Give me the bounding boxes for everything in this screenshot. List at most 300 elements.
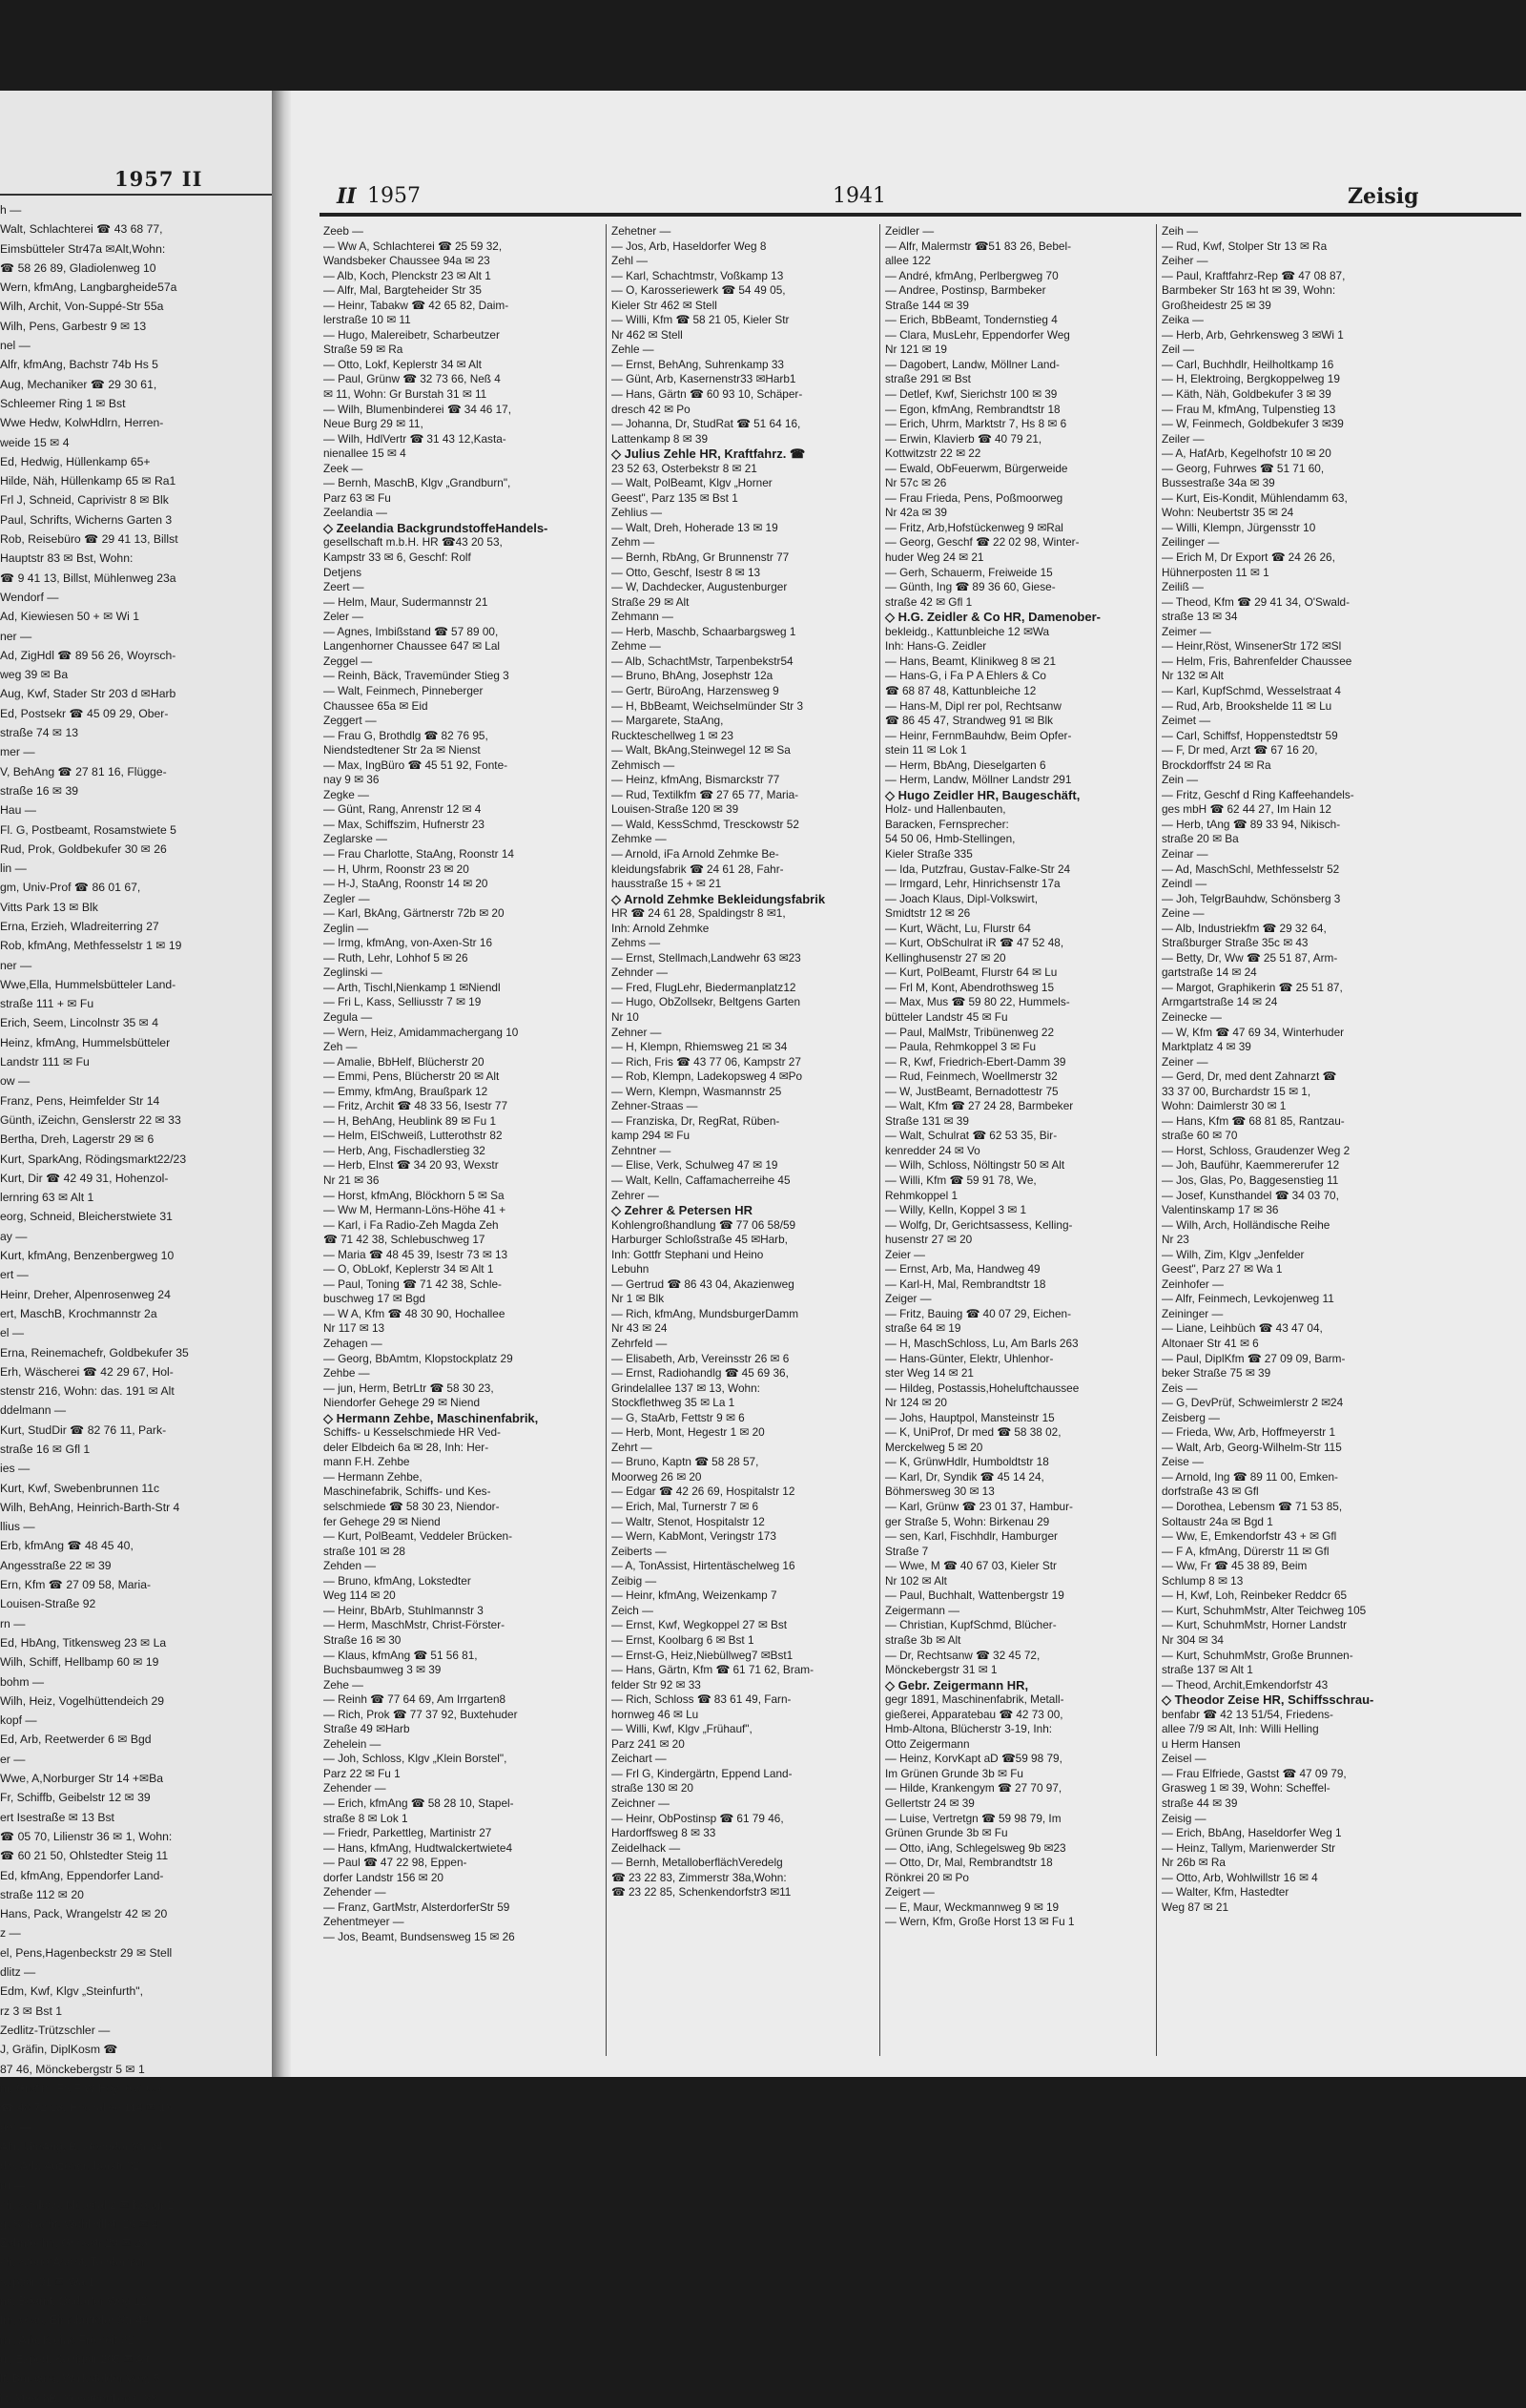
directory-line: — Heinr, ObPostinsp ☎ 61 79 46,	[611, 1811, 784, 1825]
directory-line: lernring 63 ✉ Alt 1	[0, 1191, 94, 1205]
directory-line: Hardorffsweg 8 ✉ 33	[611, 1826, 716, 1840]
directory-line: — H, Kwf, Loh, Reinbeker Reddcr 65	[1162, 1588, 1348, 1603]
directory-line: Ed, Hedwig, Hüllenkamp 65+	[0, 454, 151, 468]
surname-heading: Zehl —	[611, 254, 649, 268]
directory-line: — E, Maur, Weckmannweg 9 ✉ 19	[885, 1899, 1060, 1914]
directory-line: ger Straße 5, Wohn: Birkenau 29	[885, 1514, 1050, 1528]
directory-line: — Frl M, Kont, Abendrothsweg 15	[885, 980, 1055, 994]
directory-line: — Willi, Kfm ☎ 58 21 05, Kieler Str	[611, 313, 790, 327]
directory-line: — Karl, Schachtmstr, Voßkamp 13	[611, 268, 784, 282]
directory-line: Nr 102 ✉ Alt	[885, 1573, 947, 1588]
directory-line: — Hans-M, Dipl rer pol, Rechtsanw	[885, 698, 1062, 713]
directory-line: — Kurt, SchuhmMstr, Alter Teichweg 105	[1162, 1603, 1367, 1617]
directory-line: Schleemer Ring 1 ✉ Bst	[0, 396, 126, 410]
directory-line: Marktplatz 4 ✉ 39	[1162, 1040, 1251, 1054]
directory-line: buschweg 17 ✉ Bgd	[323, 1292, 425, 1306]
directory-line: — Fritz, Arb,Hofstückenweg 9 ✉Ral	[885, 520, 1063, 534]
directory-line: ✉ 11, Wohn: Gr Burstah 31 ✉ 11	[323, 387, 487, 402]
directory-line: — W, Kfm ☎ 47 69 34, Winterhuder	[1162, 1025, 1345, 1039]
right-page	[291, 91, 1526, 2077]
directory-line: hausstraße 15 + ✉ 21	[611, 877, 722, 891]
directory-line: — Herb, Ang, Fischadlerstieg 32	[323, 1143, 485, 1157]
directory-line: nay 9 ✉ 36	[323, 773, 380, 787]
directory-line: Ern, Kfm ☎ 27 09 58, Maria-	[0, 1578, 152, 1592]
directory-line: — Wern, Klempn, Wasmannstr 25	[611, 1084, 782, 1098]
directory-line: — Karl, KupfSchmd, Wesselstraat 4	[1162, 683, 1341, 697]
directory-line: — Bruno, kfmAng, Lokstedter	[323, 1573, 471, 1588]
directory-line: — Ernst, Stellmach,Landwehr 63 ✉23	[611, 950, 801, 965]
directory-line: — Wern, KabMont, Veringstr 173	[611, 1529, 776, 1544]
directory-line: Wern, kfmAng, Langbargheide57a	[0, 280, 177, 295]
directory-line: Im, Glas, Eimsbütteler Str 44	[0, 2314, 149, 2328]
directory-line: — Hilde, Krankengym ☎ 27 70 97,	[885, 1781, 1062, 1796]
directory-line: — Rud, Textilkfm ☎ 27 65 77, Maria-	[611, 787, 799, 801]
directory-line: Buchsbaumweg 3 ✉ 39	[323, 1663, 442, 1677]
directory-line: — Dorothea, Lebensm ☎ 71 53 85,	[1162, 1500, 1343, 1514]
directory-line: — G, StaArb, Fettstr 9 ✉ 6	[611, 1410, 745, 1424]
directory-line: — Bruno, BhAng, Josephstr 12a	[611, 669, 773, 683]
directory-line: — Theod, Archit,Emkendorfstr 43	[1162, 1677, 1329, 1692]
directory-line: Harburger Schloßstraße 45 ✉Harb,	[611, 1233, 788, 1247]
directory-line: Otto Zeigermann	[885, 1736, 970, 1751]
directory-line: Maschinefabrik, Schiffs- und Kes-	[323, 1484, 491, 1499]
directory-line: — Ernst, Kwf, Wegkoppel 27 ✉ Bst	[611, 1618, 788, 1632]
directory-line: Grasweg 1 ✉ 39, Wohn: Scheffel-	[1162, 1781, 1330, 1796]
surname-heading: Zeggert —	[323, 714, 377, 728]
directory-line: Nr 121 ✉ 19	[885, 343, 947, 357]
directory-line: el, Pens,Hagenbeckstr 29 ✉ Stell	[0, 1945, 173, 1960]
directory-line: — Margot, Graphikerin ☎ 25 51 87,	[1162, 980, 1343, 994]
directory-line: — Paul ☎ 47 22 98, Eppen-	[323, 1856, 467, 1870]
directory-line: — Frau Charlotte, StaAng, Roonstr 14	[323, 846, 514, 861]
directory-line: lf, Büroang, Wulksfelder Weg 5	[0, 2372, 160, 2386]
directory-line: straße 16 ✉ 39	[0, 783, 79, 798]
directory-line: — Arnold, iFa Arnold Zehmke Be-	[611, 846, 779, 861]
directory-line: — Heinr, BbArb, Stuhlmannstr 3	[323, 1603, 484, 1617]
directory-line: Rehmkoppel 1	[885, 1188, 959, 1202]
directory-line: — Rud, Kwf, Stolper Str 13 ✉ Ra	[1162, 239, 1328, 253]
book-gutter	[272, 91, 293, 2077]
directory-line: Wilh, Heiz, Vogelhüttendeich 29	[0, 1693, 165, 1708]
directory-line: — Max, Schiffszim, Hufnerstr 23	[323, 817, 485, 831]
directory-line: — Heinz, KorvKapt aD ☎59 98 79,	[885, 1752, 1062, 1766]
directory-line: — Luise, Vertretgn ☎ 59 98 79, Im	[885, 1811, 1062, 1825]
directory-line: Erb, kfmAng ☎ 48 45 40,	[0, 1539, 134, 1553]
directory-line: Gellertstr 24 ✉ 39	[885, 1796, 975, 1810]
directory-line: nienallee 15 ✉ 4	[323, 446, 406, 461]
directory-line: ☎ 58 26 89, Gladiolenweg 10	[0, 260, 156, 275]
surname-heading: Zegler —	[323, 891, 370, 905]
directory-line: — Rud, Arb, Brookshelde 11 ✉ Lu	[1162, 698, 1332, 713]
directory-line: Fr, Schiffb, Geibelstr 12 ✉ 39	[0, 1791, 151, 1805]
directory-line: weg 39 ✉ Ba	[0, 668, 69, 682]
surname-heading: z —	[0, 1926, 21, 1941]
directory-line: Ruckteschellweg 1 ✉ 23	[611, 728, 733, 742]
directory-line: — Horst, kfmAng, Blöckhorn 5 ✉ Sa	[323, 1188, 505, 1202]
directory-line: — Kurt, SchuhmMstr, Horner Landstr	[1162, 1618, 1348, 1632]
directory-line: — Rich, Fris ☎ 43 77 06, Kampstr 27	[611, 1054, 801, 1069]
directory-line: Heinz, kfmAng, Hummelsbütteler	[0, 1035, 171, 1049]
surname-heading: Zeich —	[611, 1603, 653, 1617]
running-header	[291, 184, 1526, 213]
directory-line: — Otto, Dr, Mal, Rembrandtstr 18	[885, 1856, 1053, 1870]
directory-line: — Edgar ☎ 42 26 69, Hospitalstr 12	[611, 1484, 795, 1499]
directory-line: — Irmgard, Lehr, Hinrichsenstr 17a	[885, 877, 1061, 891]
directory-line: ☎ 60 21 50, Ohlstedter Steig 11	[0, 1849, 169, 1863]
section-label: II	[337, 184, 357, 209]
directory-line: Günth, iZeichn, Genslerstr 22 ✉ 33	[0, 1112, 181, 1127]
directory-line: — Emmi, Pens, Blücherstr 20 ✉ Alt	[323, 1069, 500, 1084]
surname-heading: Zeichart —	[611, 1752, 667, 1766]
directory-line: ert Isestraße ✉ 13 Bst	[0, 1810, 114, 1824]
directory-line: — Walt, Arb, Georg-Wilhelm-Str 115	[1162, 1440, 1342, 1454]
directory-line: — Erich, BbBeamt, Tondernstieg 4	[885, 313, 1058, 327]
directory-line: — Walt, Feinmech, Pinneberger	[323, 683, 484, 697]
directory-line: straße 16 ✉ Gfl 1	[0, 1443, 91, 1456]
directory-line: — W, Feinmech, Goldbekufer 3 ✉39	[1162, 417, 1344, 431]
directory-line: — Karl, Dr, Syndik ☎ 45 14 24,	[885, 1469, 1044, 1484]
directory-line: ☎ 71 42 38, Schlebuschweg 17	[323, 1233, 485, 1247]
directory-line: — Erich, Uhrm, Marktstr 7, Hs 8 ✉ 6	[885, 417, 1067, 431]
directory-line: Nr 462 ✉ Stell	[611, 327, 683, 342]
directory-line: Kurt, Kwf, Swebenbrunnen 11c	[0, 1481, 160, 1495]
surname-heading: Zeininger —	[1162, 1306, 1224, 1320]
directory-line: J, Gräfin, DiplKosm ☎	[0, 2043, 118, 2057]
directory-line: Niendorfer Gehege 29 ✉ Niend	[323, 1396, 480, 1410]
surname-heading: Hau —	[0, 803, 36, 818]
directory-line: — Willi, Klempn, Jürgensstr 10	[1162, 520, 1316, 534]
directory-line: Wilh, Archit, Von-Suppé-Str 55a	[0, 300, 164, 314]
directory-line: g, Schlacht, Wohlwillstr 20 ✉ 4	[0, 2216, 158, 2231]
surname-heading: Zeier —	[885, 1247, 925, 1261]
surname-heading: Zein —	[1162, 773, 1199, 787]
directory-line: — Alfr, Malermstr ☎51 83 26, Bebel-	[885, 239, 1071, 253]
directory-line: Nr 43 ✉ 24	[611, 1321, 668, 1336]
directory-line: Kohlengroßhandlung ☎ 77 06 58/59	[611, 1217, 796, 1232]
directory-line: — Walt, Kfm ☎ 27 24 28, Barmbeker	[885, 1099, 1074, 1113]
surname-heading: ies —	[0, 1462, 31, 1476]
directory-line: Straßburger Straße 35c ✉ 43	[1162, 936, 1309, 950]
directory-line: allee 7/9 ✉ Alt, Inh: Willi Helling	[1162, 1722, 1319, 1736]
directory-line: Weg 87 ✉ 21	[1162, 1899, 1229, 1914]
directory-line: straße 291 ✉ Bst	[885, 372, 971, 386]
directory-line: Soltaustr 24a ✉ Bgd 1	[1162, 1514, 1273, 1528]
surname-heading: Zeinhofer —	[1162, 1277, 1224, 1291]
directory-line: V, BehAng ☎ 27 81 16, Flügge-	[0, 764, 167, 778]
directory-line: — jun, Herm, BetrLtr ☎ 58 30 23,	[323, 1380, 494, 1395]
directory-line: — G, DevPrüf, Schweimlerstr 2 ✉24	[1162, 1396, 1344, 1410]
directory-line: stenstr 216, Wohn: das. 191 ✉ Alt	[0, 1384, 175, 1399]
directory-line: rz 3 ✉ Bst 1	[0, 2003, 63, 2018]
firm-entry-line: ◇ Hugo Zeidler HR, Baugeschäft,	[885, 787, 1081, 802]
left-page-column	[0, 200, 272, 2408]
directory-line: — Willi, Kfm ☎ 59 91 78, We,	[885, 1173, 1037, 1187]
directory-line: — Wald, KessSchmd, Tresckowstr 52	[611, 817, 799, 831]
directory-line: — Hugo, Malereibetr, Scharbeutzer	[323, 327, 500, 342]
column-divider	[879, 224, 880, 2056]
directory-line: ☎ 68 87 48, Kattunbleiche 12	[885, 683, 1037, 697]
directory-line: felder Str 92 ✉ 33	[611, 1677, 701, 1692]
directory-line: 54 50 06, Hmb-Stellingen,	[885, 832, 1016, 846]
directory-line: — O, Karosseriewerk ☎ 54 49 05,	[611, 283, 786, 298]
directory-line: straße 111 + ✉ Fu	[0, 997, 94, 1011]
directory-line: — Paul, DiplKfm ☎ 27 09 09, Barm-	[1162, 1351, 1346, 1365]
directory-line: Baracken, Fernsprecher:	[885, 817, 1009, 831]
directory-line: — Günth, Ing ☎ 89 36 60, Giese-	[885, 580, 1056, 594]
directory-line: — Arth, Tischl,Nienkamp 1 ✉Niendl	[323, 980, 501, 994]
directory-line: — Hugo, ObZollsekr, Beltgens Garten	[611, 995, 801, 1009]
surname-heading: Zeimer —	[1162, 624, 1211, 638]
directory-line: — Waltr, Stenot, Hospitalstr 12	[611, 1514, 765, 1528]
directory-line: — Hildeg, Postassis,Hoheluftchaussee	[885, 1380, 1080, 1395]
directory-column-4	[1162, 224, 1448, 2065]
surname-heading: Zeil —	[1162, 343, 1195, 357]
directory-line: — R, Kwf, Friedrich-Ebert-Damm 39	[885, 1054, 1066, 1069]
directory-line: Edm, Kwf, Klgv „Steinfurth",	[0, 1984, 143, 1999]
directory-line: Louisen-Straße 92	[0, 1597, 96, 1611]
directory-line: — Maria ☎ 48 45 39, Isestr 73 ✉ 13	[323, 1247, 508, 1261]
directory-line: — Ernst, Arb, Ma, Handweg 49	[885, 1262, 1041, 1277]
directory-line: Detjens	[323, 565, 361, 579]
directory-line: Merckelweg 5 ✉ 20	[885, 1440, 983, 1454]
directory-line: Stockflethweg 35 ✉ La 1	[611, 1396, 735, 1410]
surname-heading: h —	[0, 203, 22, 217]
directory-line: Altonaer Str 41 ✉ 6	[1162, 1337, 1259, 1351]
directory-line: benfabr ☎ 42 13 51/54, Friedens-	[1162, 1707, 1333, 1721]
directory-line: Fl. G, Postbeamt, Rosamstwiete 5	[0, 822, 176, 837]
directory-line: — Elise, Verk, Schulweg 47 ✉ 19	[611, 1158, 778, 1173]
column-divider	[1156, 224, 1157, 2056]
directory-line: Weg 114 ✉ 20	[323, 1588, 396, 1603]
firm-entry-line: ◇ Julius Zehle HR, Kraftfahrz. ☎	[611, 446, 806, 462]
surname-heading: Zehetner —	[611, 224, 671, 238]
surname-heading: Zeisig —	[1162, 1811, 1206, 1825]
directory-line: Zahntechn, Griesstr 29 ✉ 26	[0, 2236, 148, 2251]
directory-line: — Jos, Arb, Haseldorfer Weg 8	[611, 239, 767, 253]
directory-line: — Georg, Fuhrwes ☎ 51 71 60,	[1162, 461, 1325, 475]
surname-heading: Zehme —	[611, 639, 661, 654]
directory-line: Alfr, kfmAng, Buxtehuder Str 24	[0, 2139, 163, 2153]
surname-heading: Zehmann —	[611, 610, 673, 624]
surname-heading: Zeler —	[323, 610, 363, 624]
directory-line: Hmb-Altona, Blücherstr 3-19, Inh:	[885, 1722, 1053, 1736]
directory-line: — H, Elektroing, Bergkoppelweg 19	[1162, 372, 1340, 386]
directory-line: — F A, kfmAng, Dürerstr 11 ✉ Gfl	[1162, 1544, 1330, 1558]
surname-heading: Zehagen —	[323, 1337, 382, 1351]
surname-heading: Zehden —	[323, 1559, 377, 1573]
surname-heading: Zehe —	[323, 1677, 363, 1692]
directory-line: Frl J, Schneid, Caprivistr 8 ✉ Blk	[0, 493, 169, 508]
directory-line: auptstr 91 ✉ Wa 1	[0, 2274, 95, 2289]
directory-line: Schiffs- u Kesselschmiede HR Ved-	[323, 1425, 501, 1440]
directory-line: — Ruth, Lehr, Lohhof 5 ✉ 26	[323, 950, 468, 965]
directory-line: straße 13 ✉ 34	[1162, 610, 1238, 624]
directory-line: Louisen-Straße 120 ✉ 39	[611, 802, 739, 817]
firm-entry-line: ◇ Theodor Zeise HR, Schiffsschrau-	[1162, 1692, 1374, 1708]
directory-line: — Bruno, Kaptn ☎ 58 28 57,	[611, 1455, 759, 1469]
firm-entry-line: ◇ Zeelandia BackgrundstoffeHandels-	[323, 520, 548, 535]
directory-line: Angesstraße 22 ✉ 39	[0, 1558, 112, 1572]
directory-line: — Heinz, kfmAng, Bismarckstr 77	[611, 773, 780, 787]
directory-line: Rob, kfmAng, Methfesselstr 1 ✉ 19	[0, 939, 182, 953]
directory-line: — Ernst, Radiohandlg ☎ 45 69 36,	[611, 1366, 789, 1380]
directory-line: — Joh, Bauführ, Kaemmererufer 12	[1162, 1158, 1340, 1173]
directory-line: Grindelallee 137 ✉ 13, Wohn:	[611, 1380, 760, 1395]
directory-line: Inh: Hans-G. Zeidler	[885, 639, 987, 654]
directory-line: Hilde, Näh, Hüllenkamp 65 ✉ Ra1	[0, 474, 176, 488]
directory-line: Nr 42a ✉ 39	[885, 506, 947, 520]
directory-line: Kellinghusenstr 27 ✉ 20	[885, 950, 1006, 965]
directory-line: fer Gehege 29 ✉ Niend	[323, 1514, 441, 1528]
directory-line: — Rich, Prok ☎ 77 37 92, Buxtehuder	[323, 1707, 518, 1721]
directory-line: — Fritz, Bauing ☎ 40 07 29, Eichen-	[885, 1306, 1072, 1320]
directory-line: stein 11 ✉ Lok 1	[885, 743, 967, 758]
directory-line: — Wilh, Blumenbinderei ☎ 34 46 17,	[323, 402, 511, 416]
directory-line: — Hans-G, i Fa P A Ehlers & Co	[885, 669, 1046, 683]
directory-line: — André, kfmAng, Perlbergweg 70	[885, 268, 1059, 282]
directory-line: Armgartstraße 14 ✉ 24	[1162, 995, 1278, 1009]
directory-line: Smidtstr 12 ✉ 26	[885, 906, 971, 921]
directory-line: — Rob, Klempn, Ladekopsweg 4 ✉Po	[611, 1069, 803, 1084]
directory-line: Landstr 111 ✉ Fu	[0, 1055, 90, 1069]
directory-line: — Fri L, Kass, Selliusstr 7 ✉ 19	[323, 995, 482, 1009]
directory-line: — Otto, iAng, Schlegelsweg 9b ✉23	[885, 1840, 1066, 1855]
directory-line: — Erwin, Klavierb ☎ 40 79 21,	[885, 431, 1042, 446]
directory-line: — Alb, Industriekfm ☎ 29 32 64,	[1162, 921, 1327, 935]
surname-heading: Zeeb —	[323, 224, 363, 238]
directory-line: Nr 124 ✉ 20	[885, 1396, 947, 1410]
directory-line: Kampstr 33 ✉ 6, Geschf: Rolf	[323, 550, 471, 565]
directory-line: Straße 131 ✉ 39	[885, 1113, 969, 1128]
directory-line: Kurt, Dir ☎ 42 49 31, Hohenzol-	[0, 1171, 169, 1185]
directory-line: weide 15 ✉ 4	[0, 435, 70, 449]
directory-line: Eimsbütteler Str47a ✉Alt,Wohn:	[0, 241, 166, 256]
directory-line: Hans, Pack, Wrangelstr 42 ✉ 20	[0, 1907, 168, 1921]
directory-line: straße 3b ✉ Alt	[885, 1632, 961, 1647]
directory-line: — Frau M, kfmAng, Tulpenstieg 13	[1162, 402, 1336, 416]
directory-line: — Erich M, Dr Export ☎ 24 26 26,	[1162, 550, 1335, 565]
directory-line: — Walt, PolBeamt, Klgv „Horner	[611, 476, 773, 490]
directory-line: ns, Beamt, Osdorfer Weg 12	[0, 2294, 148, 2309]
directory-line: — Herm, BbAng, Dieselgarten 6	[885, 758, 1046, 772]
directory-line: Wilh, BehAng, Heinrich-Barth-Str 4	[0, 1500, 180, 1514]
directory-line: — Herb, Maschb, Schaarbargsweg 1	[611, 624, 796, 638]
directory-line: — H, BehAng, Heublink 89 ✉ Fu 1	[323, 1113, 497, 1128]
directory-line: — Detlef, Kwf, Sierichstr 100 ✉ 39	[885, 387, 1058, 402]
directory-line: ☎ 9 41 13, Billst, Mühlenweg 23a	[0, 571, 176, 585]
directory-line: — Friedr, Parkettleg, Martinistr 27	[323, 1826, 492, 1840]
surname-heading: mer —	[0, 745, 35, 759]
directory-line: huder Weg 24 ✉ 21	[885, 550, 984, 565]
directory-line: — Horst, Schloss, Graudenzer Weg 2	[1162, 1143, 1351, 1157]
directory-line: — Paul, Toning ☎ 71 42 38, Schle-	[323, 1277, 502, 1291]
directory-line: — Georg, BbAmtm, Klopstockplatz 29	[323, 1351, 513, 1365]
directory-line: Parz 241 ✉ 20	[611, 1736, 685, 1751]
directory-line: — Helm, Maur, Sudermannstr 21	[323, 594, 488, 609]
directory-line: — Jos, Glas, Po, Baggesenstieg 11	[1162, 1173, 1339, 1187]
directory-line: — Christian, KupfSchmd, Blücher-	[885, 1618, 1057, 1632]
directory-line: — Frau Frieda, Pens, Poßmoorweg	[885, 490, 1063, 505]
directory-line: — Bernh, MetalloberflächVeredelg	[611, 1856, 783, 1870]
directory-line: ☎ 23 22 83, Zimmerstr 38a,Wohn:	[611, 1870, 787, 1884]
firm-entry-line: ◇ Hermann Zehbe, Maschinenfabrik,	[323, 1410, 539, 1425]
surname-heading: ger —	[0, 2120, 32, 2134]
surname-heading: Zehm —	[611, 535, 655, 550]
directory-line: — Karl, Grünw ☎ 23 01 37, Hambur-	[885, 1500, 1073, 1514]
directory-line: — Willy, Kelln, Koppel 3 ✉ 1	[885, 1203, 1027, 1217]
directory-line: — W A, Kfm ☎ 48 30 90, Hochallee	[323, 1306, 505, 1320]
surname-heading: ner —	[0, 629, 32, 643]
directory-line: ch, SteuerAssist, Tondernstr	[0, 2255, 146, 2270]
directory-line: Walt, Schlachterei ☎ 43 68 77,	[0, 222, 163, 237]
directory-line: — Ida, Putzfrau, Gustav-Falke-Str 24	[885, 861, 1071, 876]
directory-line: — Hermann Zehbe,	[323, 1469, 423, 1484]
directory-line: HR ☎ 24 61 28, Spaldingstr 8 ✉1,	[611, 906, 786, 921]
directory-line: Valentinskamp 17 ✉ 36	[1162, 1203, 1279, 1217]
directory-line: Parz 63 ✉ Fu	[323, 490, 391, 505]
directory-line: — Kurt, Eis-Kondit, Mühlendamm 63,	[1162, 490, 1348, 505]
directory-line: Kieler Str 462 ✉ Stell	[611, 298, 717, 312]
directory-line: Nr 304 ✉ 34	[1162, 1632, 1224, 1647]
directory-line: — H, BbBeamt, Weichselmünder Str 3	[611, 698, 804, 713]
directory-line: Niendstedtener Str 2a ✉ Nienst	[323, 743, 481, 758]
directory-line: u Herm Hansen	[1162, 1736, 1241, 1751]
directory-line: rni, Arb, Kleine Freiheit 62	[0, 2333, 134, 2347]
directory-line: — Heinr, FernmBauhdw, Beim Opfer-	[885, 728, 1072, 742]
directory-line: Ad, Kiewiesen 50 + ✉ Wi 1	[0, 610, 140, 624]
surname-heading: Zehbe —	[323, 1366, 370, 1380]
surname-heading: Zehender —	[323, 1781, 386, 1796]
directory-line: — sen, Karl, Fischhdlr, Hamburger	[885, 1529, 1058, 1544]
surname-heading: Zeinecke —	[1162, 1009, 1222, 1024]
directory-line: — Herb, Arb, Gehrkensweg 3 ✉Wi 1	[1162, 327, 1344, 342]
directory-line: — Dagobert, Landw, Möllner Land-	[885, 357, 1060, 371]
directory-line: straße 101 ✉ 28	[323, 1544, 405, 1558]
directory-line: — Kurt, PolBeamt, Flurstr 64 ✉ Lu	[885, 965, 1058, 980]
directory-line: — H-J, StaAng, Roonstr 14 ✉ 20	[323, 877, 488, 891]
directory-line: — Ewald, ObFeuerwm, Bürgerweide	[885, 461, 1068, 475]
directory-line: — Elisabeth, Arb, Vereinsstr 26 ✉ 6	[611, 1351, 790, 1365]
directory-line: — Walter, Kfm, Hastedter	[1162, 1885, 1289, 1899]
directory-line: Inh: Gottfr Stephani und Heino	[611, 1247, 764, 1261]
directory-line: lerstraße 10 ✉ 11	[323, 313, 411, 327]
directory-line: — A, TonAssist, Hirtentäschelweg 16	[611, 1559, 795, 1573]
directory-line: Geest", Parz 27 ✉ Wa 1	[1162, 1262, 1283, 1277]
directory-line: Straße 7	[885, 1544, 929, 1558]
surname-heading: Zeimet —	[1162, 714, 1211, 728]
surname-heading: rn —	[0, 1616, 26, 1630]
surname-heading: Zehms —	[611, 936, 661, 950]
surname-heading: Zeisberg —	[1162, 1410, 1220, 1424]
directory-line: Erna, Erzieh, Wladreiterring 27	[0, 919, 159, 933]
directory-line: Wohn: Daimlerstr 30 ✉ 1	[1162, 1099, 1287, 1113]
surname-heading: kopf —	[0, 1713, 37, 1728]
directory-line: — Reinh ☎ 77 64 69, Am Irrgarten8	[323, 1692, 506, 1707]
directory-line: — Günt, Arb, Kasernenstr33 ✉Harb1	[611, 372, 796, 386]
directory-column-2	[611, 224, 876, 2065]
surname-heading: Zegke —	[323, 787, 369, 801]
directory-line: straße 130 ✉ 20	[611, 1781, 693, 1796]
surname-heading: Zeika —	[1162, 313, 1204, 327]
surname-heading: Zehnder —	[611, 965, 669, 980]
directory-line: straße 8 ✉ Lok 1	[323, 1811, 408, 1825]
directory-line: Ed, Postsekr ☎ 45 09 29, Ober-	[0, 706, 169, 720]
directory-line: bütteler Landstr 45 ✉ Fu	[885, 1009, 1008, 1024]
directory-line: Im Grünen Grunde 3b ✉ Fu	[885, 1766, 1023, 1780]
directory-line: — Bernh, MaschB, Klgv „Grandburn",	[323, 476, 511, 490]
directory-line: — Hans, Gärtn ☎ 60 93 10, Schäper-	[611, 387, 803, 402]
directory-line: Nr 117 ✉ 13	[323, 1321, 385, 1336]
